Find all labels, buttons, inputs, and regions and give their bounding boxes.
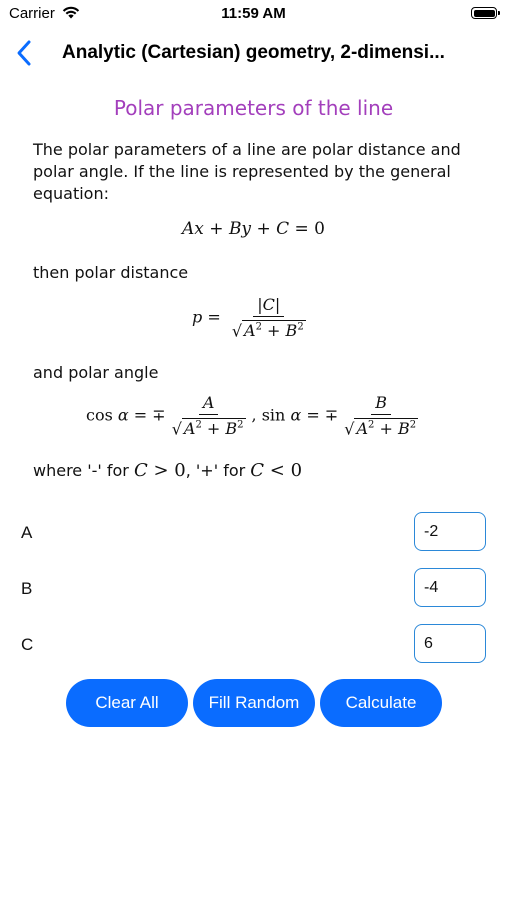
- status-bar: [0, 0, 507, 28]
- section-title: Polar parameters of the line: [113, 96, 394, 120]
- general-equation: Ax + By + C = 0: [182, 219, 325, 239]
- intro-text: The polar parameters of a line are polar distance and polar angle. If the line is represented by the general equation:: [33, 140, 461, 203]
- calculate-button[interactable]: Calculate: [320, 679, 442, 727]
- input-c[interactable]: [414, 624, 486, 663]
- polar-angle-text: and polar angle: [33, 363, 159, 382]
- label-a: A: [21, 523, 33, 542]
- label-b: B: [21, 579, 33, 598]
- polar-angle-formula: cos α = ∓ $\frac{A}{√ A^2 + B^2}$ , sin α = ∓ $\frac{B}{√ A^2 + B^2}$: [86, 393, 417, 439]
- input-a[interactable]: [414, 512, 486, 551]
- polar-distance-text: then polar distance: [33, 263, 189, 282]
- chevron-left-icon: [12, 38, 38, 68]
- clear-all-button[interactable]: Clear All: [66, 679, 188, 727]
- nav-title: Analytic (Cartesian) geometry, 2-dimensi...: [62, 42, 445, 63]
- sign-condition-text: where '-' for C > 0, '+' for C < 0: [33, 460, 303, 481]
- back-button[interactable]: [12, 38, 38, 68]
- fill-random-button[interactable]: Fill Random: [193, 679, 315, 727]
- label-c: C: [21, 635, 34, 654]
- status-time: 11:59 AM: [221, 5, 286, 22]
- polar-distance-formula: p = $\frac{|C|}{√ A^2 + B^2}$: [192, 295, 304, 341]
- navigation-bar: [0, 30, 507, 76]
- input-b[interactable]: [414, 568, 486, 607]
- carrier-label: Carrier: [9, 5, 55, 22]
- battery-icon: [471, 7, 497, 19]
